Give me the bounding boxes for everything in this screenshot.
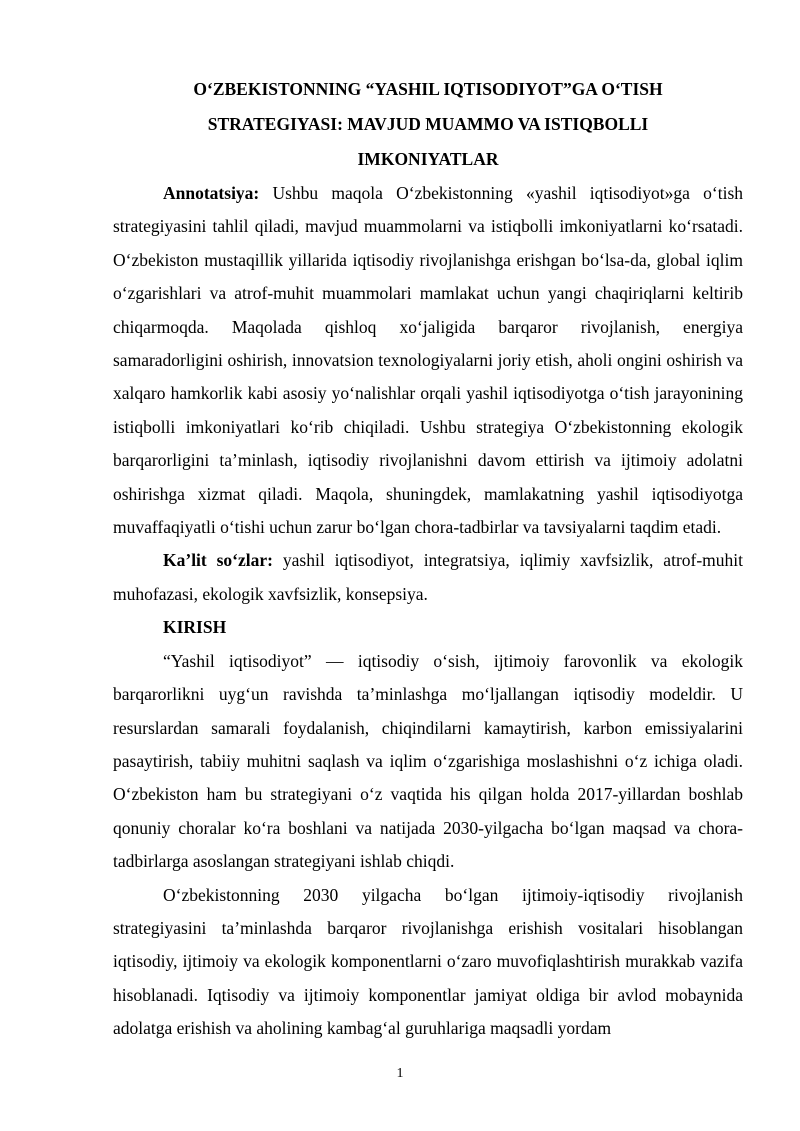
title-line-3: IMKONIYATLAR <box>357 149 499 169</box>
keywords-text: yashil iqtisodiyot, integratsiya, iqlimiy xavfsizlik, atrof-muhit muhofazasi, ekologik xavfsizlik, konsepsiya. <box>113 550 744 604</box>
body-paragraph-1: “Yashil iqtisodiyot” — iqtisodiy o‘sish, ijtimoiy farovonlik va ekologik barqarorlikni uyg‘un ravishda ta’minlashga mo‘ljallangan iqtisodiy modeldir. U resurslardan samarali foydalanish, chiqindilarni kamaytirish, karbon emissiyalarini pasaytirish, tabiiy muhitni saqlash va iqlim o‘zgarishiga moslashishni o‘z ichiga oladi. O‘zbekiston ham bu strategiyani o‘z vaqtida his qilgan holda 2017-yillardan boshlab qonuniy choralar ko‘ra boshlani va natijada 2030-yilgacha bo‘lgan maqsad va chora-tadbirlarga asoslangan strategiyani ishlab chiqdi. <box>113 650 743 872</box>
title-line-1: O‘ZBEKISTONNING “YASHIL IQTISODIYOT”GA O‘TISH <box>193 79 663 99</box>
title-line-2: STRATEGIYASI: MAVJUD MUAMMO VA ISTIQBOLLI <box>207 114 649 134</box>
abstract-text: Ushbu maqola O‘zbekistonning «yashil iqtisodiyot»ga o‘tish strategiyasini tahlil qiladi, mavjud muammolarni va istiqbolli imkoniyatlarni ko‘rsatadi. O‘zbekiston mustaqillik yillarida iqtisodiy rivojlanishga erishgan bo‘lsa-da, global iqlim o‘zgarishlari va atrof-muhit muammolari mamlakat uchun yangi chaqiriqlarni keltirib chiqarmoqda. Maqolada qishloq xo‘jaligida barqaror rivojlanish, energiya samaradorligini oshirish, innovatsion texnologiyalarni joriy etish, aholi ongini oshirish va xalqaro hamkorlik kabi asosiy yo‘nalishlar orqali yashil iqtisodiyotga o‘tish jarayonining istiqbolli imkoniyatlari ko‘rib chiqiladi. Ushbu strategiya O‘zbekistonning ekologik barqarorligini ta’minlash, iqtisodiy rivojlanishni davom ettirish va ijtimoiy adolatni oshirishga xizmat qiladi. Maqola, shuningdek, mamlakatning yashil iqtisodiyotga muvaffaqiyatli o‘tishi uchun zarur bo‘lgan chora-tadbirlar va tavsiyalarni taqdim etadi. <box>113 183 743 538</box>
keywords-label: Ka’lit so‘zlar: <box>163 550 273 571</box>
keywords-paragraph <box>113 544 743 611</box>
abstract-label: Annotatsiya: <box>163 183 260 203</box>
page-number: 1 <box>396 1066 404 1081</box>
body-paragraph-2: O‘zbekistonning 2030 yilgacha bo‘lgan ijtimoiy-iqtisodiy rivojlanish strategiyasini ta’minlashda barqaror rivojlanishga erishish vositalari hisoblangan iqtisodiy, ijtimoiy va ekologik komponentlarni o‘zaro muvofiqlashtirish murakkab vazifa hisoblanadi. Iqtisodiy va ijtimoiy komponentlar jamiyat oldiga bir avlod mobaynida adolatga erishish va aholining kambag‘al guruhlariga maqsadli yordam <box>113 884 743 1039</box>
paper-title <box>113 72 743 177</box>
abstract-paragraph <box>113 177 743 544</box>
section-heading-introduction: KIRISH <box>163 617 227 638</box>
document-page <box>113 72 743 1046</box>
